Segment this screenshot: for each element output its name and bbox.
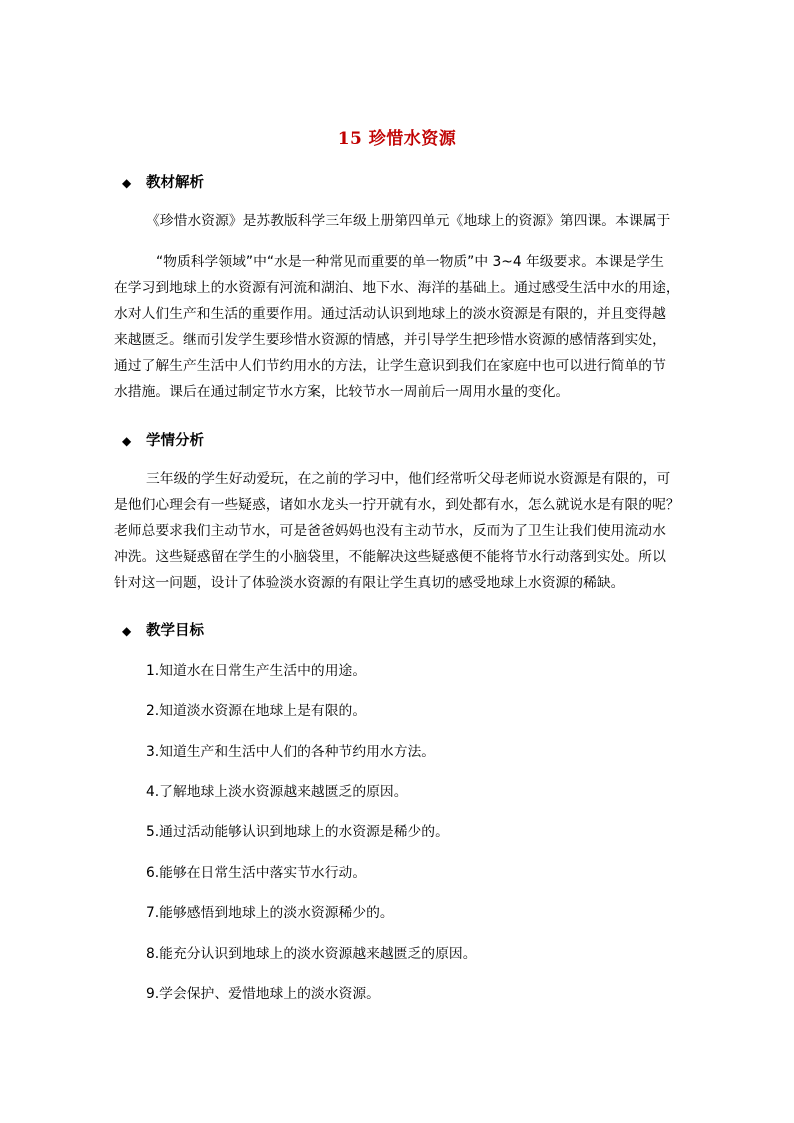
goal-item: 4.了解地球上淡水资源越来越匮乏的原因。 <box>146 784 408 800</box>
text-line: 水措施。课后在通过制定节水方案，比较节水一周前后一周用水量的变化。 <box>114 384 570 400</box>
text-line: 冲洗。这些疑惑留在学生的小脑袋里，不能解决这些疑惑便不能将节水行动落到实处。所以 <box>114 549 666 565</box>
text-line: 水对人们生产和生活的重要作用。通过活动认识到地球上的淡水资源是有限的，并且变得越 <box>114 306 666 322</box>
paragraph-textbook-analysis <box>114 249 686 405</box>
goal-item: 7.能够感悟到地球上的淡水资源稀少的。 <box>146 905 394 921</box>
goal-item: 6.能够在日常生活中落实节水行动。 <box>146 865 367 881</box>
paragraph-first-line <box>146 208 718 234</box>
page-title: 15 珍惜水资源 <box>337 129 457 149</box>
section-heading-textbook-analysis <box>122 173 204 193</box>
section-heading-label: 学情分析 <box>146 433 204 449</box>
goal-item: 1.知道水在日常生产生活中的用途。 <box>146 663 367 679</box>
section-heading-label: 教材解析 <box>146 175 204 191</box>
text-line: 来越匮乏。继而引发学生要珍惜水资源的情感，并引导学生把珍惜水资源的感情落到实处， <box>114 332 666 348</box>
diamond-bullet-icon: ◆ <box>122 434 132 448</box>
paragraph-student-analysis <box>114 466 686 596</box>
text-line: 《珍惜水资源》是苏教版科学三年级上册第四单元《地球上的资源》第四课。本课属于 <box>146 213 671 229</box>
section-heading-teaching-goals <box>122 621 204 641</box>
goal-item: 5.通过活动能够认识到地球上的水资源是稀少的。 <box>146 824 449 840</box>
text-line: 是他们心理会有一些疑惑，诸如水龙头一拧开就有水，到处都有水，怎么就说水是有限的呢？ <box>114 497 680 513</box>
section-heading-student-analysis <box>122 431 204 451</box>
goal-item: 9.学会保护、爱惜地球上的淡水资源。 <box>146 986 380 1002</box>
goal-item: 3.知道生产和生活中人们的各种节约用水方法。 <box>146 744 436 760</box>
text-line: 三年级的学生好动爱玩，在之前的学习中，他们经常听父母老师说水资源是有限的，可 <box>146 471 671 487</box>
text-line: 针对这一问题，设计了体验淡水资源的有限让学生真切的感受地球上水资源的稀缺。 <box>114 575 625 591</box>
text-line: 在学习到地球上的水资源有河流和湖泊、地下水、海洋的基础上。通过感受生活中水的用途， <box>114 280 680 296</box>
goal-item: 8.能充分认识到地球上的淡水资源越来越匮乏的原因。 <box>146 946 477 962</box>
text-line: “物质科学领域”中“水是一种常见而重要的单一物质”中 3~4 年级要求。本课是学生 <box>156 254 664 270</box>
text-line: 老师总要求我们主动节水，可是爸爸妈妈也没有主动节水，反而为了卫生让我们使用流动水 <box>114 523 666 539</box>
diamond-bullet-icon: ◆ <box>122 624 132 638</box>
goal-item: 2.知道淡水资源在地球上是有限的。 <box>146 703 367 719</box>
diamond-bullet-icon: ◆ <box>122 176 132 190</box>
section-heading-label: 教学目标 <box>146 623 204 639</box>
text-line: 通过了解生产生活中人们节约用水的方法，让学生意识到我们在家庭中也可以进行简单的节 <box>114 358 666 374</box>
